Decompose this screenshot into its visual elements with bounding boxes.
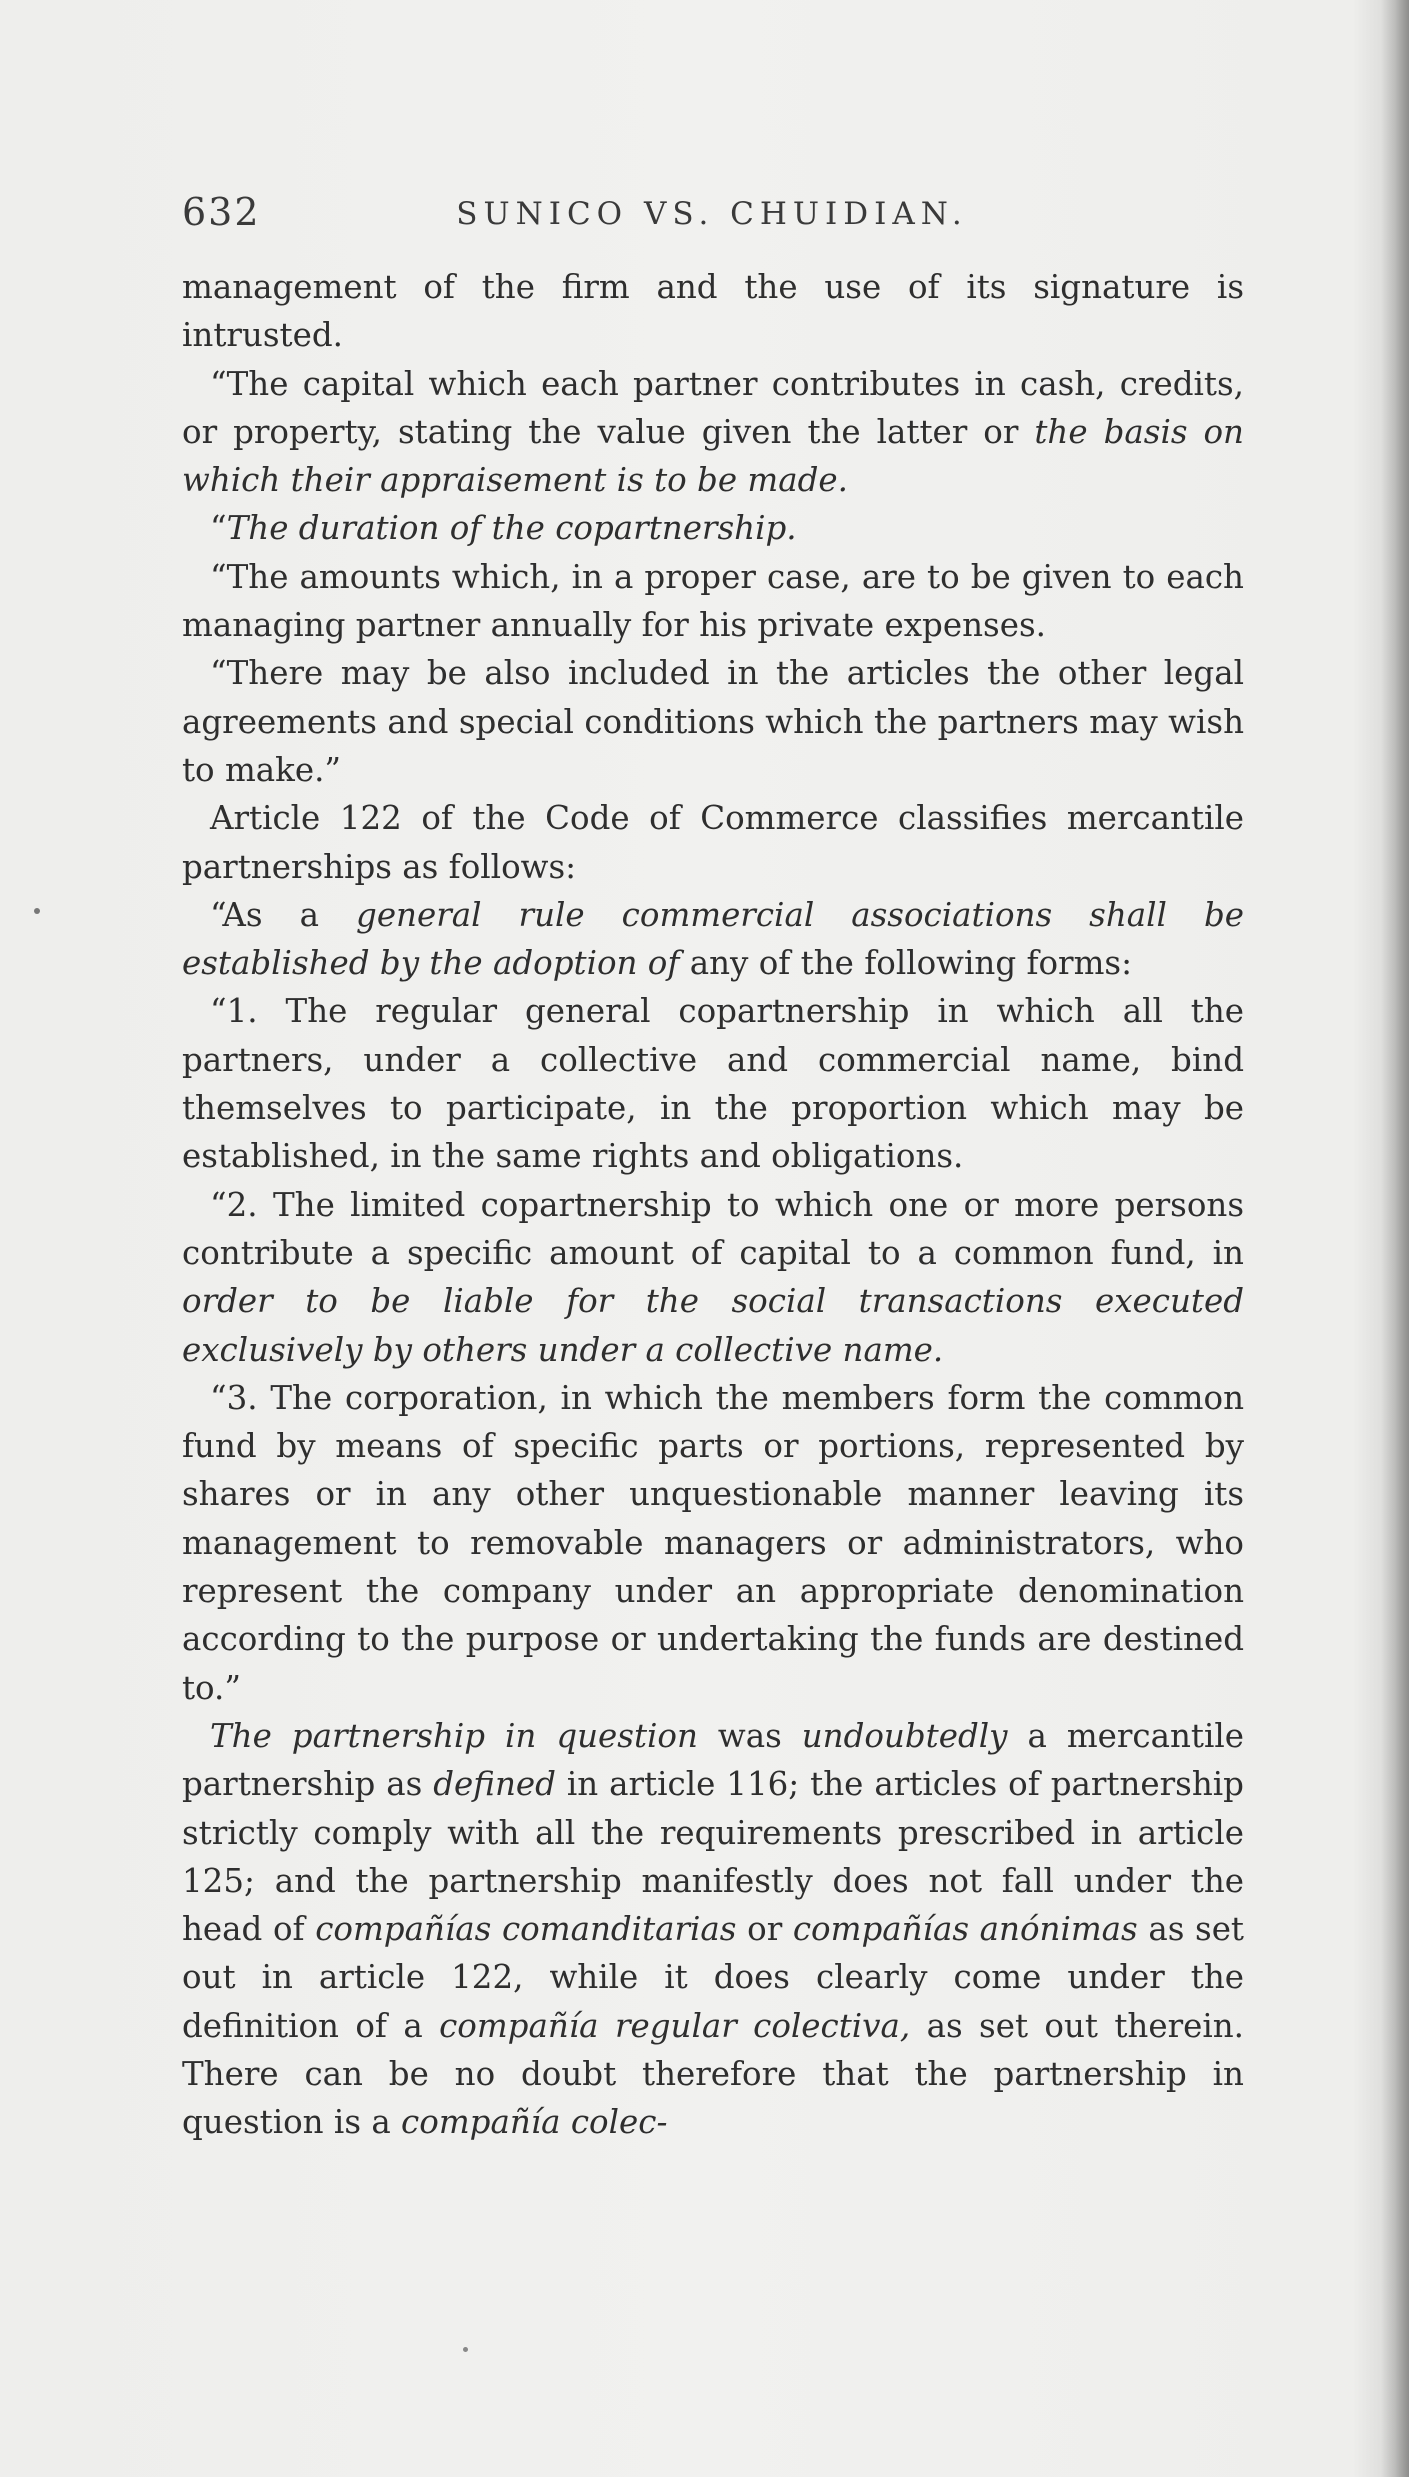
text-run: “2. The limited copartnership to which one or more persons contribute a specific amount of capital to a common fund, in <box>182 1185 1244 1272</box>
paragraph <box>182 360 1244 505</box>
text-run: “As a <box>210 895 357 934</box>
italic-text: defined <box>433 1765 556 1804</box>
text-run: “ <box>210 509 227 548</box>
paragraph <box>182 553 1244 650</box>
text-run: as set out in article 122, while it does clearly come under the definition of a <box>182 1910 1244 2045</box>
paragraph <box>182 504 1244 552</box>
text-run: “The capital which each partner contributes in cash, credits, or property, stating the value given the latter or <box>182 364 1244 451</box>
text-run: a mercantile partnership as <box>182 1716 1244 1804</box>
paragraph <box>182 1181 1244 1374</box>
italic-text: compañía colec- <box>401 2103 668 2142</box>
paragraph <box>182 987 1244 1180</box>
italic-text: general rule commercial associations shall be established by the adoption of <box>182 895 1245 983</box>
text-run: was <box>697 1716 802 1755</box>
italic-text: the basis on which their appraisement is to be made. <box>182 412 1244 500</box>
text-run: as set out therein. There can be no doubt therefore that the partnership in question is a <box>182 2006 1244 2142</box>
paragraph <box>182 1712 1244 2147</box>
italic-text: undoubtedly <box>801 1716 1008 1755</box>
italic-text: The partnership in question <box>210 1716 698 1755</box>
paragraph <box>182 891 1244 988</box>
text-run: “3. The corporation, in which the members form the common fund by means of specific parts or portions, represented by shares or in any other unquestionable manner leaving its management to removable managers or administrators, who represent the company under an appropriate denomination according to the purpose or undertaking the funds are destined to.” <box>182 1378 1244 1707</box>
text-run: management of the firm and the use of its signature is intrusted. <box>182 268 1244 355</box>
running-head: SUNICO VS. CHUIDIAN. <box>456 196 968 232</box>
text-run: “There may be also included in the articles the other legal agreements and special conditions which the partners may wish to make.” <box>182 654 1244 789</box>
italic-text: compañías anónimas <box>792 1910 1138 1949</box>
text-run: “1. The regular general copartnership in which all the partners, under a collective and commercial name, bind themselves to participate, in the proportion which may be established, in the same rights and obligations. <box>182 992 1244 1176</box>
italic-text: The duration of the copartnership. <box>226 509 797 548</box>
paragraph <box>182 649 1244 794</box>
margin-mark <box>34 908 40 914</box>
bottom-mark <box>463 2347 468 2352</box>
page-number: 632 <box>182 190 261 234</box>
text-run: any of the following forms: <box>679 944 1133 983</box>
text-run: Article 122 of the Code of Commerce classifies mercantile partnerships as follows: <box>182 799 1244 886</box>
italic-text: compañía regular colectiva, <box>439 2006 911 2045</box>
text-run: or <box>736 1910 793 1949</box>
body-text <box>182 263 1244 2147</box>
page-edge-shadow <box>1381 0 1409 2477</box>
paragraph <box>182 263 1244 360</box>
page-header <box>182 182 1242 242</box>
paragraph <box>182 794 1244 891</box>
italic-text: order to be liable for the social transactions executed exclusively by others under a collective name. <box>182 1282 1244 1369</box>
text-run: in article 116; the articles of partnership strictly comply with all the requirements prescribed in article 125; and the partnership manifestly does not fall under the head of <box>182 1765 1244 1949</box>
text-run: “The amounts which, in a proper case, are to be given to each managing partner annually for his private expenses. <box>182 557 1244 645</box>
italic-text: compañías comanditarias <box>315 1910 737 1949</box>
paragraph <box>182 1374 1244 1712</box>
